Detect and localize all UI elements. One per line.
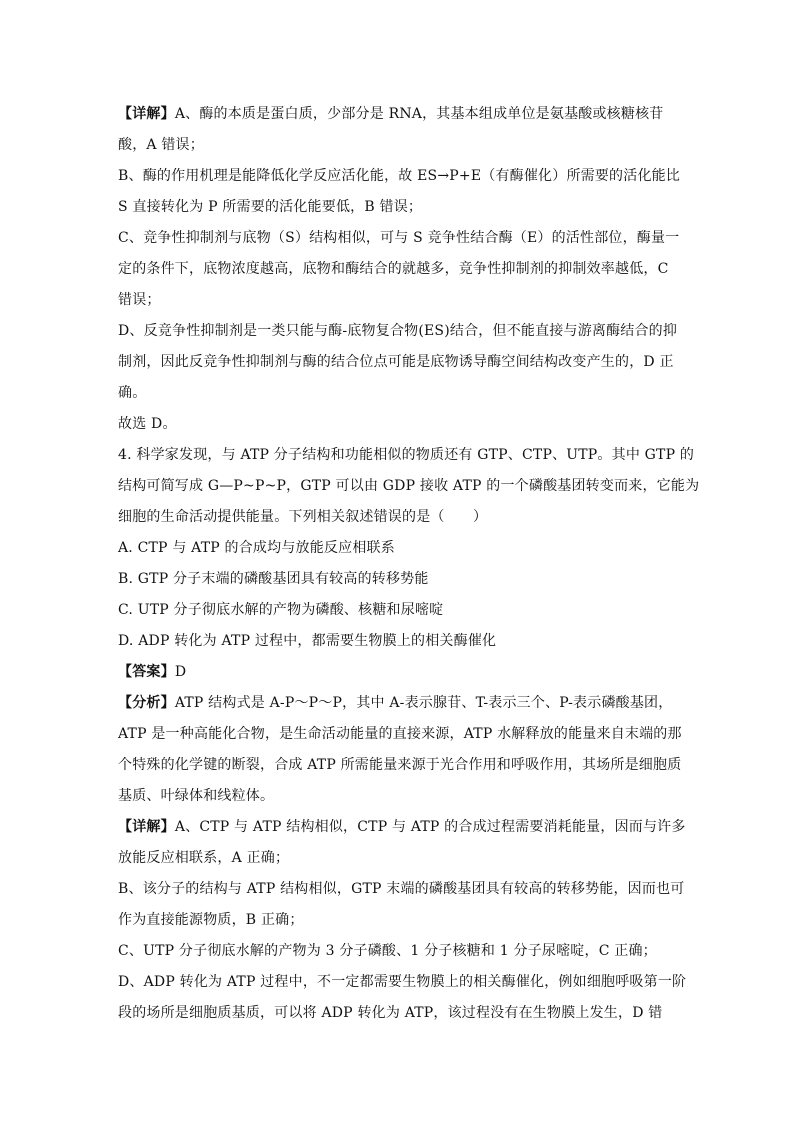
line-text: A、CTP 与 ATP 结构相似，CTP 与 ATP 的合成过程需要消耗能量，因而与许多 xyxy=(174,819,686,835)
line-text: 结构可简写成 G—P~P~P，GTP 可以由 GDP 接收 ATP 的一个磷酸基团转变而来，它能为 xyxy=(118,478,700,494)
text-line xyxy=(118,352,678,372)
line-text: C. UTP 分子彻底水解的产物为磷酸、核糖和尿嘧啶 xyxy=(118,602,444,618)
line-text: C、UTP 分子彻底水解的产物为 3 分子磷酸、1 分子核糖和 1 分子尿嘧啶，C 正确； xyxy=(118,943,657,959)
text-line xyxy=(118,228,678,248)
text-line xyxy=(118,879,685,899)
line-text: 段的场所是细胞质基质，可以将 ADP 转化为 ATP，该过程没有在生物膜上发生，D 错 xyxy=(118,1005,663,1021)
section-tag: 【详解】 xyxy=(118,106,175,122)
line-text: B、该分子的结构与 ATP 结构相似，GTP 末端的磷酸基团具有较高的转移势能，因而也可 xyxy=(118,881,685,897)
line-text: 个特殊的化学键的断裂，合成 ATP 所需能量来源于光合作用和呼吸作用，其场所是细胞质 xyxy=(118,757,682,773)
section-tag: 【分析】 xyxy=(118,695,175,711)
section-tag: 【答案】 xyxy=(118,664,175,680)
text-line xyxy=(118,414,678,434)
line-text: B. GTP 分子末端的磷酸基团具有较高的转移势能 xyxy=(118,571,429,587)
text-line xyxy=(118,941,678,961)
text-line xyxy=(118,724,682,744)
line-text: A. CTP 与 ATP 的合成均与放能反应相联系 xyxy=(118,540,395,556)
text-line xyxy=(118,197,678,217)
line-text: 基质、叶绿体和线粒体。 xyxy=(118,788,275,804)
line-text: D、ADP 转化为 ATP 过程中，不一定都需要生物膜上的相关酶催化，例如细胞呼吸第一阶 xyxy=(118,974,687,990)
line-text: 确。 xyxy=(118,385,147,401)
line-text: ATP 结构式是 A-P～P～P，其中 A-表示腺苷、T-表示三个、P-表示磷酸基团， xyxy=(174,695,673,711)
text-line xyxy=(118,259,678,279)
line-text: 酸，A 错误； xyxy=(118,137,204,153)
text-line xyxy=(118,476,700,496)
line-text: 作为直接能源物质，B 正确； xyxy=(118,912,304,928)
text-line xyxy=(118,786,678,806)
line-text: 故选 D。 xyxy=(118,416,177,432)
line-text: D xyxy=(174,664,187,680)
text-line xyxy=(118,693,678,713)
text-line xyxy=(118,600,678,620)
text-line xyxy=(118,321,678,341)
text-line xyxy=(118,755,682,775)
line-text: B、酶的作用机理是能降低化学反应活化能，故 ES→P+E（有酶催化）所需要的活化能比 xyxy=(118,168,681,184)
section-tag: 【详解】 xyxy=(118,819,175,835)
text-line xyxy=(118,662,678,682)
line-text: S 直接转化为 P 所需要的活化能要低，B 错误； xyxy=(118,199,423,215)
text-line xyxy=(118,910,678,930)
line-text: 放能反应相联系，A 正确； xyxy=(118,850,290,866)
text-line xyxy=(118,848,678,868)
text-line xyxy=(118,631,678,651)
text-line xyxy=(118,166,681,186)
line-text: 制剂，因此反竞争性抑制剂与酶的结合位点可能是底物诱导酶空间结构改变产生的，D 正 xyxy=(118,354,674,370)
text-line xyxy=(118,383,678,403)
line-text: D. ADP 转化为 ATP 过程中，都需要生物膜上的相关酶催化 xyxy=(118,633,497,649)
line-text: 细胞的生命活动提供能量。下列相关叙述错误的是（ ） xyxy=(118,509,488,525)
text-line xyxy=(118,104,678,124)
line-text: D、反竞争性抑制剂是一类只能与酶-底物复合物(ES)结合，但不能直接与游离酶结合的抑 xyxy=(118,323,678,339)
text-line xyxy=(118,1003,678,1023)
line-text: 4. 科学家发现，与 ATP 分子结构和功能相似的物质还有 GTP、CTP、UTP。其中 GTP 的 xyxy=(118,447,695,463)
line-text: A、酶的本质是蛋白质，少部分是 RNA，其基本组成单位是氨基酸或核糖核苷 xyxy=(174,106,664,122)
text-line xyxy=(118,538,678,558)
line-text: ATP 是一种高能化合物，是生命活动能量的直接来源，ATP 水解释放的能量来自末端的那 xyxy=(118,726,682,742)
text-line xyxy=(118,817,686,837)
text-line xyxy=(118,135,678,155)
text-line xyxy=(118,290,678,310)
line-text: 定的条件下，底物浓度越高，底物和酶结合的就越多，竞争性抑制剂的抑制效率越低，C xyxy=(118,261,669,277)
text-line xyxy=(118,972,687,992)
text-line xyxy=(118,507,678,527)
text-line xyxy=(118,445,695,465)
line-text: 错误； xyxy=(118,292,161,308)
text-line xyxy=(118,569,678,589)
line-text: C、竞争性抑制剂与底物（S）结构相似，可与 S 竞争性结合酶（E）的活性部位，酶量一 xyxy=(118,230,680,246)
